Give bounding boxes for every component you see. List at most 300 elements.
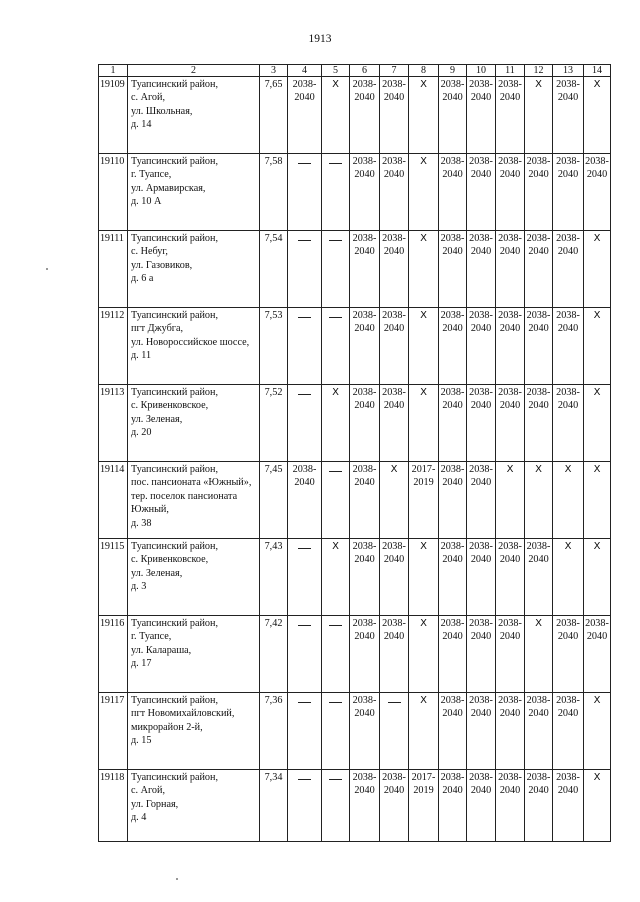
period-value: 2038- 2040 <box>526 310 551 335</box>
period-value: 2038- 2040 <box>352 772 377 797</box>
cross-mark: Х <box>593 541 601 552</box>
dash-cell <box>322 462 350 539</box>
address-cell <box>128 308 260 385</box>
period-value: 2038- 2040 <box>382 156 406 181</box>
period-cell <box>380 539 409 616</box>
dash-mark <box>329 240 342 241</box>
address-line: д. 10 А <box>131 196 162 208</box>
period-value: 2038- 2040 <box>469 79 493 104</box>
column-header: 7 <box>380 65 409 77</box>
period-cell <box>439 154 467 231</box>
page-number: 1913 <box>308 33 332 45</box>
period-cell <box>496 385 525 462</box>
dash-mark <box>329 163 342 164</box>
address-cell <box>128 462 260 539</box>
cross-cell <box>584 462 611 539</box>
period-cell <box>380 154 409 231</box>
period-cell <box>409 770 439 842</box>
cross-mark: Х <box>420 310 427 321</box>
cross-mark: Х <box>390 464 398 475</box>
period-cell <box>553 308 584 385</box>
cross-mark: Х <box>564 464 572 475</box>
cross-cell <box>322 77 350 154</box>
period-cell <box>439 693 467 770</box>
period-cell <box>525 770 553 842</box>
cross-mark: Х <box>332 541 339 552</box>
period-cell <box>496 770 525 842</box>
period-value: 2038- 2040 <box>382 79 406 104</box>
cross-cell <box>584 308 611 385</box>
period-cell <box>496 231 525 308</box>
address-line: с. Агой, <box>131 785 165 797</box>
period-value: 2038- 2040 <box>382 310 406 335</box>
period-value: 2038- 2040 <box>292 79 317 104</box>
record-number: 19116 <box>99 616 128 693</box>
period-cell <box>350 770 380 842</box>
period-value: 2038- 2040 <box>469 772 493 797</box>
dash-cell <box>322 770 350 842</box>
record-number: 19118 <box>99 770 128 842</box>
period-value: 2038- 2040 <box>352 310 377 335</box>
period-value: 2038- 2040 <box>498 618 522 643</box>
period-cell <box>553 693 584 770</box>
period-value: 2038- 2040 <box>498 310 522 335</box>
period-value: 2038- 2040 <box>556 156 580 181</box>
period-value: 2038- 2040 <box>440 310 465 335</box>
period-value: 2038- 2040 <box>526 387 551 412</box>
cross-mark: Х <box>332 79 339 90</box>
coefficient-cell: 7,65 <box>260 77 288 154</box>
coefficient-cell: 7,58 <box>260 154 288 231</box>
period-value: 2038- 2040 <box>498 387 522 412</box>
cross-mark: Х <box>593 464 601 475</box>
period-cell <box>525 385 553 462</box>
record-number: 19117 <box>99 693 128 770</box>
column-header: 2 <box>128 65 260 77</box>
period-value: 2038- 2040 <box>526 156 551 181</box>
record-number: 19113 <box>99 385 128 462</box>
period-cell <box>350 539 380 616</box>
cross-cell <box>584 385 611 462</box>
period-cell <box>525 539 553 616</box>
dash-cell <box>322 693 350 770</box>
period-value: 2038- 2040 <box>352 156 377 181</box>
coefficient-cell: 7,52 <box>260 385 288 462</box>
period-value: 2017- 2019 <box>411 772 436 797</box>
cross-cell <box>409 154 439 231</box>
address-line: Южный, <box>131 504 169 516</box>
period-cell <box>350 462 380 539</box>
table-row <box>99 231 611 308</box>
table-row <box>99 616 611 693</box>
cross-mark: Х <box>593 387 601 398</box>
dash-mark <box>298 702 311 703</box>
period-value: 2038- 2040 <box>556 233 580 258</box>
address-line: Туапсинский район, <box>131 695 219 706</box>
dash-mark <box>298 625 311 626</box>
record-number: 19112 <box>99 308 128 385</box>
dash-mark <box>388 702 401 703</box>
table-row <box>99 154 611 231</box>
column-header: 10 <box>467 65 496 77</box>
record-number: 19115 <box>99 539 128 616</box>
period-value: 2038- 2040 <box>585 156 609 181</box>
address-line: д. 17 <box>131 658 152 670</box>
column-header: 1 <box>99 65 128 77</box>
coefficient-cell: 7,53 <box>260 308 288 385</box>
record-number: 19110 <box>99 154 128 231</box>
coefficient-cell: 7,42 <box>260 616 288 693</box>
period-cell <box>350 154 380 231</box>
cross-mark: Х <box>535 618 542 629</box>
address-line: д. 3 <box>131 581 147 593</box>
period-cell <box>467 616 496 693</box>
address-cell <box>128 539 260 616</box>
period-value: 2038- 2040 <box>440 156 465 181</box>
period-value: 2038- 2040 <box>352 79 377 104</box>
period-value: 2038- 2040 <box>556 618 580 643</box>
period-value: 2038- 2040 <box>352 541 377 566</box>
dash-mark <box>298 317 311 318</box>
coefficient-cell: 7,45 <box>260 462 288 539</box>
dash-cell <box>288 154 322 231</box>
period-value: 2038- 2040 <box>556 772 580 797</box>
dash-cell <box>288 385 322 462</box>
cross-mark: Х <box>420 79 427 90</box>
address-cell <box>128 154 260 231</box>
period-cell <box>467 770 496 842</box>
period-value: 2017- 2019 <box>411 464 436 489</box>
period-value: 2038- 2040 <box>382 387 406 412</box>
period-value: 2038- 2040 <box>440 387 465 412</box>
cross-cell <box>525 462 553 539</box>
cross-mark: Х <box>593 772 601 783</box>
period-cell <box>380 231 409 308</box>
period-cell <box>496 539 525 616</box>
cross-mark: Х <box>506 464 514 475</box>
period-cell <box>496 616 525 693</box>
address-cell <box>128 693 260 770</box>
cross-cell <box>322 539 350 616</box>
period-cell <box>380 770 409 842</box>
period-cell <box>525 154 553 231</box>
period-value: 2038- 2040 <box>498 695 522 720</box>
column-header: 14 <box>584 65 611 77</box>
period-cell <box>467 693 496 770</box>
address-line: пгт Новомихайловский, <box>131 708 235 720</box>
schedule-table <box>98 64 611 842</box>
cross-mark: Х <box>593 233 601 244</box>
period-value: 2038- 2040 <box>352 233 377 258</box>
address-cell <box>128 231 260 308</box>
period-cell <box>467 385 496 462</box>
address-cell <box>128 77 260 154</box>
address-line: пгт Джубга, <box>131 323 184 335</box>
cross-mark: Х <box>420 618 427 629</box>
period-cell <box>350 308 380 385</box>
cross-cell <box>380 462 409 539</box>
cross-mark: Х <box>420 233 427 244</box>
table-row <box>99 385 611 462</box>
cross-cell <box>409 539 439 616</box>
period-cell <box>467 77 496 154</box>
dash-cell <box>288 616 322 693</box>
address-line: Туапсинский район, <box>131 233 219 244</box>
cross-mark: Х <box>535 79 542 90</box>
address-line: Туапсинский район, <box>131 79 219 90</box>
cross-cell <box>409 693 439 770</box>
address-line: с. Кривенковское, <box>131 400 209 412</box>
address-line: ул. Школьная, <box>131 105 193 117</box>
address-line: д. 11 <box>131 350 152 362</box>
dash-mark <box>329 317 342 318</box>
period-value: 2038- 2040 <box>469 233 493 258</box>
dash-cell <box>322 231 350 308</box>
period-value: 2038- 2040 <box>498 541 522 566</box>
table-row <box>99 539 611 616</box>
period-cell <box>553 616 584 693</box>
period-cell <box>350 385 380 462</box>
period-cell <box>380 385 409 462</box>
period-cell <box>584 616 611 693</box>
address-line: ул. Калараша, <box>131 644 192 656</box>
period-cell <box>439 77 467 154</box>
period-value: 2038- 2040 <box>352 695 377 720</box>
period-value: 2038- 2040 <box>498 156 522 181</box>
cross-mark: Х <box>420 387 427 398</box>
table-row <box>99 693 611 770</box>
period-value: 2038- 2040 <box>352 618 377 643</box>
column-header: 8 <box>409 65 439 77</box>
cross-mark: Х <box>535 464 542 475</box>
address-cell <box>128 616 260 693</box>
period-cell <box>553 770 584 842</box>
cross-cell <box>525 77 553 154</box>
address-line: пос. пансионата «Южный», <box>131 477 252 489</box>
address-line: с. Небуг, <box>131 246 168 258</box>
period-value: 2038- 2040 <box>292 464 317 489</box>
address-line: д. 38 <box>131 517 152 529</box>
cross-cell <box>553 462 584 539</box>
period-value: 2038- 2040 <box>382 233 406 258</box>
dash-cell <box>288 231 322 308</box>
period-value: 2038- 2040 <box>382 541 406 566</box>
period-cell <box>496 308 525 385</box>
period-cell <box>496 693 525 770</box>
period-value: 2038- 2040 <box>469 387 493 412</box>
address-line: ул. Армавирская, <box>131 182 206 194</box>
period-cell <box>409 462 439 539</box>
column-header: 6 <box>350 65 380 77</box>
period-cell <box>467 308 496 385</box>
address-line: микрорайон 2-й, <box>131 721 203 733</box>
cross-cell <box>584 231 611 308</box>
cross-cell <box>409 308 439 385</box>
period-value: 2038- 2040 <box>526 233 551 258</box>
period-cell <box>439 770 467 842</box>
period-value: 2038- 2040 <box>526 695 551 720</box>
period-value: 2038- 2040 <box>469 541 493 566</box>
address-line: г. Туапсе, <box>131 169 172 181</box>
dash-cell <box>288 539 322 616</box>
address-line: ул. Горная, <box>131 798 179 810</box>
cross-mark: Х <box>593 310 601 321</box>
record-number: 19109 <box>99 77 128 154</box>
period-cell <box>525 231 553 308</box>
address-line: ул. Газовиков, <box>131 259 193 271</box>
period-cell <box>467 539 496 616</box>
scan-speck <box>176 878 178 880</box>
dash-cell <box>322 616 350 693</box>
cross-cell <box>409 385 439 462</box>
address-line: д. 4 <box>131 812 147 824</box>
period-cell <box>439 616 467 693</box>
period-cell <box>467 231 496 308</box>
cross-cell <box>584 539 611 616</box>
period-value: 2038- 2040 <box>498 233 522 258</box>
dash-mark <box>329 702 342 703</box>
period-value: 2038- 2040 <box>352 387 377 412</box>
cross-mark: Х <box>420 156 427 167</box>
period-value: 2038- 2040 <box>440 772 465 797</box>
table-row <box>99 770 611 842</box>
period-cell <box>350 616 380 693</box>
address-line: Туапсинский район, <box>131 387 219 398</box>
dash-cell <box>322 308 350 385</box>
record-number: 19114 <box>99 462 128 539</box>
address-line: с. Кривенковское, <box>131 554 209 566</box>
dash-mark <box>298 394 311 395</box>
period-cell <box>525 693 553 770</box>
column-header: 12 <box>525 65 553 77</box>
cross-cell <box>553 539 584 616</box>
coefficient-cell: 7,54 <box>260 231 288 308</box>
dash-mark <box>329 625 342 626</box>
table-body <box>99 77 611 842</box>
cross-cell <box>409 616 439 693</box>
column-header: 11 <box>496 65 525 77</box>
period-value: 2038- 2040 <box>556 79 580 104</box>
period-cell <box>553 385 584 462</box>
period-cell <box>350 231 380 308</box>
cross-mark: Х <box>420 541 427 552</box>
scan-speck <box>46 268 48 270</box>
period-cell <box>380 77 409 154</box>
address-line: Туапсинский район, <box>131 772 219 783</box>
period-cell <box>380 308 409 385</box>
period-value: 2038- 2040 <box>498 79 522 104</box>
period-cell <box>525 308 553 385</box>
dash-cell <box>288 308 322 385</box>
dash-mark <box>298 779 311 780</box>
period-value: 2038- 2040 <box>382 618 406 643</box>
dash-mark <box>329 471 342 472</box>
period-value: 2038- 2040 <box>556 310 580 335</box>
table-row <box>99 77 611 154</box>
period-cell <box>439 308 467 385</box>
coefficient-cell: 7,34 <box>260 770 288 842</box>
table-row <box>99 308 611 385</box>
address-line: ул. Новороссийское шоссе, <box>131 336 250 348</box>
cross-cell <box>322 385 350 462</box>
period-value: 2038- 2040 <box>469 310 493 335</box>
address-line: Туапсинский район, <box>131 464 219 475</box>
dash-mark <box>298 548 311 549</box>
cross-cell <box>496 462 525 539</box>
period-cell <box>439 231 467 308</box>
dash-cell <box>288 693 322 770</box>
period-value: 2038- 2040 <box>556 387 580 412</box>
period-cell <box>553 77 584 154</box>
coefficient-cell: 7,36 <box>260 693 288 770</box>
header-row <box>99 65 611 77</box>
record-number: 19111 <box>99 231 128 308</box>
period-value: 2038- 2040 <box>382 772 406 797</box>
period-value: 2038- 2040 <box>469 464 493 489</box>
period-value: 2038- 2040 <box>526 772 551 797</box>
column-header: 3 <box>260 65 288 77</box>
period-value: 2038- 2040 <box>585 618 609 643</box>
period-value: 2038- 2040 <box>526 541 551 566</box>
period-cell <box>439 539 467 616</box>
coefficient-cell: 7,43 <box>260 539 288 616</box>
period-value: 2038- 2040 <box>440 464 465 489</box>
period-cell <box>553 231 584 308</box>
period-cell <box>467 154 496 231</box>
dash-mark <box>298 163 311 164</box>
address-line: д. 14 <box>131 119 152 131</box>
cross-cell <box>584 693 611 770</box>
address-cell <box>128 770 260 842</box>
address-line: с. Агой, <box>131 92 165 104</box>
period-value: 2038- 2040 <box>556 695 580 720</box>
address-line: Туапсинский район, <box>131 310 219 321</box>
period-cell <box>380 616 409 693</box>
period-cell <box>288 462 322 539</box>
period-value: 2038- 2040 <box>498 772 522 797</box>
cross-mark: Х <box>593 695 601 706</box>
address-line: тер. поселок пансионата <box>131 490 238 502</box>
period-value: 2038- 2040 <box>440 541 465 566</box>
address-line: Туапсинский район, <box>131 541 219 552</box>
period-value: 2038- 2040 <box>440 233 465 258</box>
period-cell <box>584 154 611 231</box>
column-header: 9 <box>439 65 467 77</box>
dash-mark <box>329 779 342 780</box>
period-cell <box>288 77 322 154</box>
period-value: 2038- 2040 <box>440 695 465 720</box>
dash-mark <box>298 240 311 241</box>
period-cell <box>439 385 467 462</box>
address-cell <box>128 385 260 462</box>
period-value: 2038- 2040 <box>440 79 465 104</box>
address-line: ул. Зеленая, <box>131 567 183 579</box>
cross-cell <box>409 77 439 154</box>
column-header: 5 <box>322 65 350 77</box>
cross-mark: Х <box>564 541 572 552</box>
period-value: 2038- 2040 <box>440 618 465 643</box>
cross-cell <box>409 231 439 308</box>
cross-cell <box>584 770 611 842</box>
period-value: 2038- 2040 <box>352 464 377 489</box>
period-value: 2038- 2040 <box>469 156 493 181</box>
column-header: 13 <box>553 65 584 77</box>
address-line: д. 6 а <box>131 273 154 285</box>
cross-mark: Х <box>593 79 601 90</box>
period-cell <box>350 693 380 770</box>
address-line: Туапсинский район, <box>131 156 219 167</box>
column-header: 4 <box>288 65 322 77</box>
